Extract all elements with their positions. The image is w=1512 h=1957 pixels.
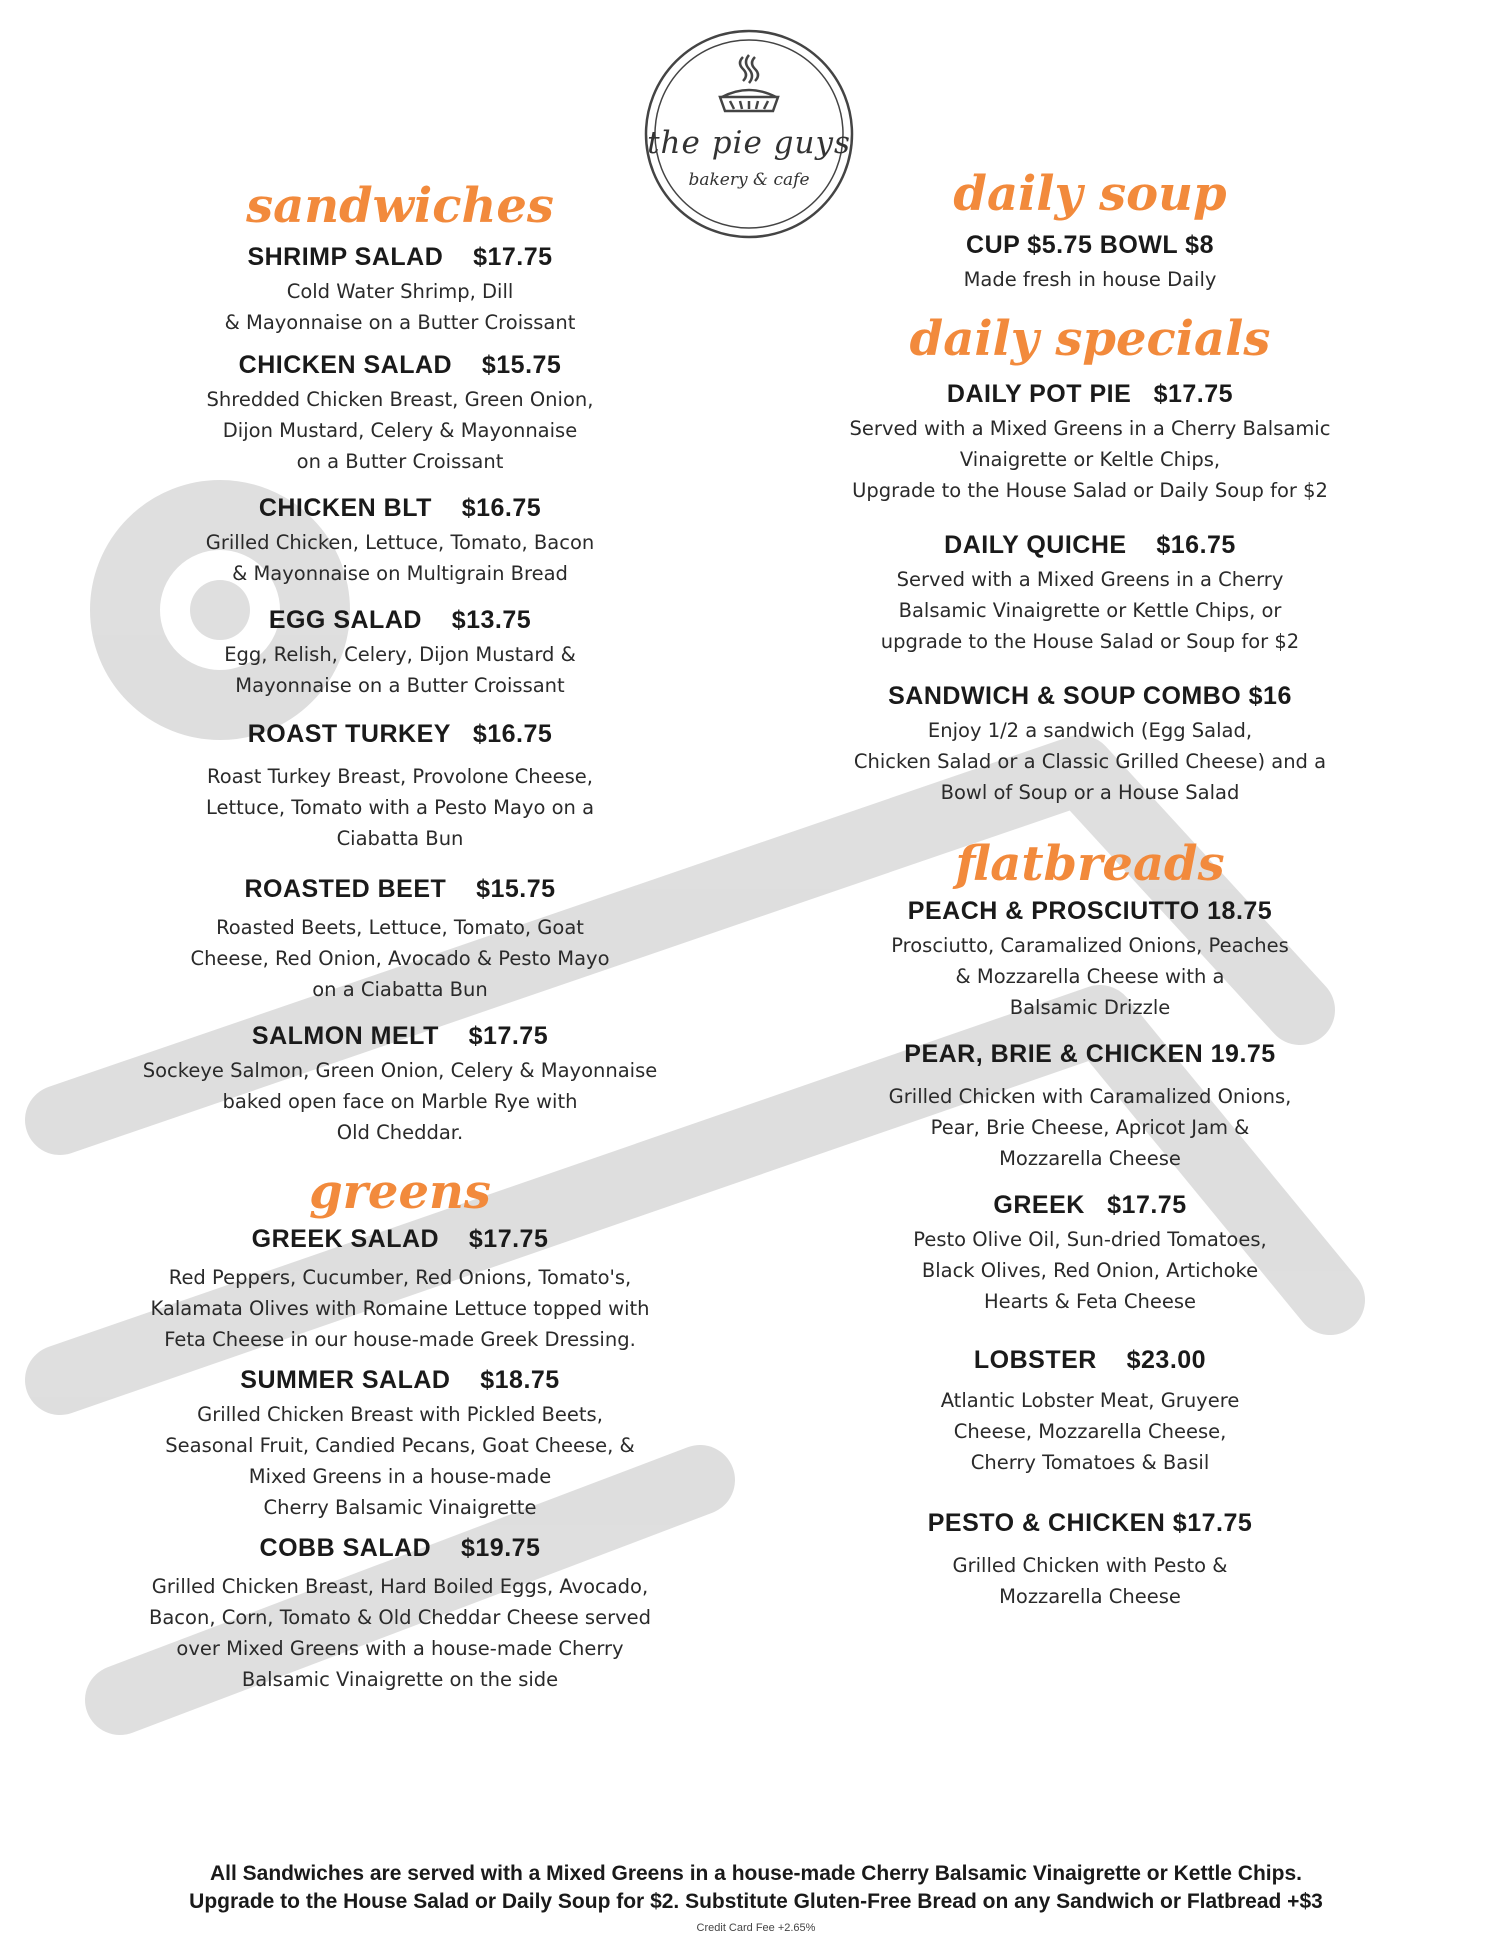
logo [642,27,856,241]
menu-item [790,1343,1390,1478]
item-name: LOBSTER $23.00 [973,1346,1207,1374]
item-name: DAILY POT PIE $17.75 [946,380,1234,408]
item-name: CUP $5.75 BOWL $8 [966,231,1214,259]
menu-item [790,377,1390,506]
item-description: Red Peppers, Cucumber, Red Onions, Tomato's, Kalamata Olives with Romaine Lettuce topped with Feta Cheese in our house-made Greek Dressing. [150,1266,650,1351]
menu-item [790,1188,1390,1317]
item-description: Grilled Chicken Breast with Pickled Beets, Seasonal Fruit, Candied Pecans, Goat Cheese, & Mixed Greens in a house-made Cherry Balsamic Vinaigrette [165,1403,635,1519]
item-description: Sockeye Salmon, Green Onion, Celery & Mayonnaise baked open face on Marble Rye with Old Cheddar. [142,1059,658,1144]
section-title-greens: greens [309,1164,491,1220]
item-name: DAILY QUICHE $16.75 [944,531,1236,559]
item-name: ROASTED BEET $15.75 [244,875,556,903]
item-name: SALMON MELT $17.75 [251,1022,549,1050]
item-description: Grilled Chicken, Lettuce, Tomato, Bacon & Mayonnaise on Multigrain Bread [205,531,595,585]
footer-note-line-1: All Sandwiches are served with a Mixed Greens in a house-made Cherry Balsamic Vinaigrette or Kettle Chips. [210,1862,1302,1885]
menu-item [88,717,712,854]
item-name: ROAST TURKEY $16.75 [247,720,553,748]
menu-item [88,491,712,589]
menu-item [790,228,1390,295]
menu-item [790,894,1390,1023]
item-description: Grilled Chicken Breast, Hard Boiled Eggs, Avocado, Bacon, Corn, Tomato & Old Cheddar Cheese served over Mixed Greens with a house-made Cherry Balsamic Vinaigrette on the side [148,1575,651,1691]
item-description: Pesto Olive Oil, Sun-dried Tomatoes, Black Olives, Red Onion, Artichoke Hearts & Feta Cheese [913,1228,1267,1313]
menu-item [88,1531,712,1695]
right-column [790,164,1390,1612]
section-title-daily-specials: daily specials [909,311,1271,367]
item-name: SANDWICH & SOUP COMBO $16 [888,682,1292,710]
item-name: SUMMER SALAD $18.75 [240,1366,560,1394]
item-description: Prosciutto, Caramalized Onions, Peaches & Mozzarella Cheese with a Balsamic Drizzle [891,934,1289,1019]
footer-note-line-2: Upgrade to the House Salad or Daily Soup for $2. Substitute Gluten-Free Bread on any Sandwich or Flatbread +$3 [189,1890,1323,1913]
menu-item [88,348,712,477]
left-column [88,176,712,1695]
item-name: PESTO & CHICKEN $17.75 [927,1509,1253,1537]
item-description: Egg, Relish, Celery, Dijon Mustard & Mayonnaise on a Butter Croissant [224,643,576,697]
logo-subtitle: bakery & cafe [688,170,810,190]
item-name: GREEK SALAD $17.75 [251,1225,549,1253]
item-description: Served with a Mixed Greens in a Cherry Balsamic Vinaigrette or Kettle Chips, or upgrade to the House Salad or Soup for $2 [880,568,1300,653]
menu-item [88,603,712,701]
item-name: CHICKEN SALAD $15.75 [238,351,562,379]
item-description: Roasted Beets, Lettuce, Tomato, Goat Cheese, Red Onion, Avocado & Pesto Mayo on a Ciabatta Bun [190,916,610,1001]
item-name: EGG SALAD $13.75 [268,606,532,634]
item-name: PEACH & PROSCIUTTO 18.75 [907,897,1273,925]
item-description: Cold Water Shrimp, Dill & Mayonnaise on a Butter Croissant [224,280,576,334]
credit-card-fee: Credit Card Fee +2.65% [696,1922,816,1934]
menu-item [88,1363,712,1523]
item-description: Grilled Chicken with Caramalized Onions, Pear, Brie Cheese, Apricot Jam & Mozzarella Cheese [888,1085,1292,1170]
item-description: Made fresh in house Daily [963,268,1217,291]
menu-item [88,1019,712,1148]
menu-item [790,1506,1390,1612]
item-description: Served with a Mixed Greens in a Cherry Balsamic Vinaigrette or Keltle Chips, Upgrade to the House Salad or Daily Soup for $2 [849,417,1331,502]
menu-item [88,240,712,338]
item-description: Roast Turkey Breast, Provolone Cheese, Lettuce, Tomato with a Pesto Mayo on a Ciabatta Bun [205,765,595,850]
item-name: PEAR, BRIE & CHICKEN 19.75 [904,1040,1276,1068]
section-title-daily-soup: daily soup [953,166,1227,222]
footer [0,1860,1512,1934]
menu-item [88,1222,712,1355]
section-title-sandwiches: sandwiches [246,178,554,234]
item-name: SHRIMP SALAD $17.75 [247,243,553,271]
logo-name: the pie guys [647,125,851,161]
item-name: GREEK $17.75 [993,1191,1187,1219]
item-name: CHICKEN BLT $16.75 [258,494,542,522]
section-title-flatbreads: flatbreads [955,836,1225,892]
menu-item [790,1037,1390,1174]
menu-item [88,872,712,1005]
menu-item [790,679,1390,808]
item-description: Atlantic Lobster Meat, Gruyere Cheese, Mozzarella Cheese, Cherry Tomatoes & Basil [940,1389,1240,1474]
item-description: Shredded Chicken Breast, Green Onion, Dijon Mustard, Celery & Mayonnaise on a Butter Croissant [206,388,594,473]
item-description: Enjoy 1/2 a sandwich (Egg Salad, Chicken Salad or a Classic Grilled Cheese) and a Bowl of Soup or a House Salad [853,719,1327,804]
menu-item [790,528,1390,657]
item-description: Grilled Chicken with Pesto & Mozzarella Cheese [952,1554,1228,1608]
item-name: COBB SALAD $19.75 [259,1534,541,1562]
